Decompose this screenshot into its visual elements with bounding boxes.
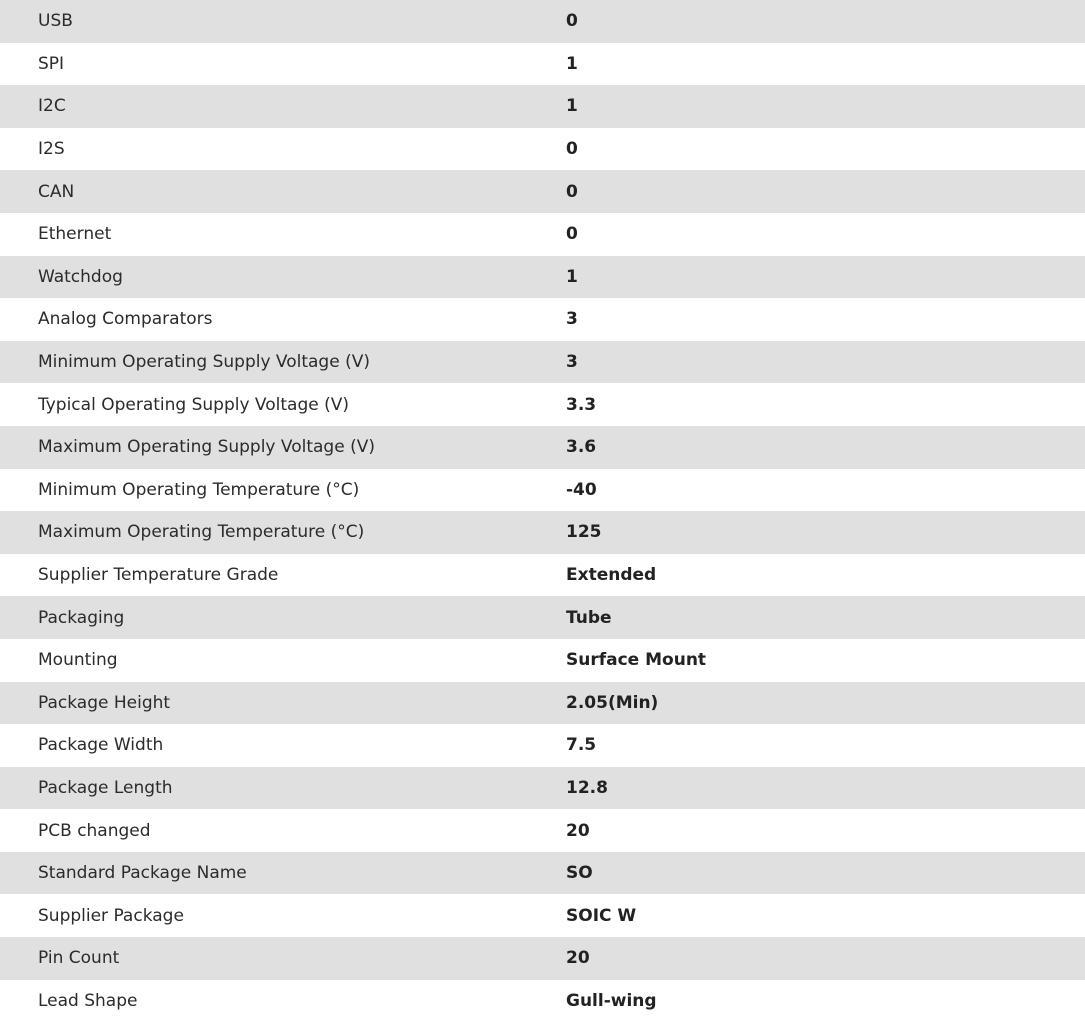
spec-row xyxy=(0,596,1085,639)
spec-row xyxy=(0,213,1085,256)
spec-row xyxy=(0,85,1085,128)
spec-label: Maximum Operating Temperature (°C) xyxy=(38,522,365,543)
spec-label: Minimum Operating Supply Voltage (V) xyxy=(38,352,370,373)
spec-value: 12.8 xyxy=(566,777,608,798)
spec-value: Extended xyxy=(566,565,657,586)
spec-row xyxy=(0,511,1085,554)
spec-row xyxy=(0,170,1085,213)
spec-value: Gull-wing xyxy=(566,990,657,1011)
spec-label: Pin Count xyxy=(38,948,120,969)
spec-row xyxy=(0,554,1085,597)
spec-value: 1 xyxy=(566,96,578,117)
spec-label: Mounting xyxy=(38,650,118,671)
spec-label: Supplier Temperature Grade xyxy=(38,565,279,586)
spec-row xyxy=(0,383,1085,426)
spec-value: 3.6 xyxy=(566,437,597,458)
spec-value: 125 xyxy=(566,522,602,543)
spec-label: Analog Comparators xyxy=(38,309,213,330)
spec-label: Ethernet xyxy=(38,224,112,245)
spec-value: 1 xyxy=(566,53,578,74)
spec-value: 1 xyxy=(566,266,578,287)
spec-row xyxy=(0,469,1085,512)
spec-value: Surface Mount xyxy=(566,650,707,671)
spec-value: 0 xyxy=(566,181,578,202)
spec-value: SO xyxy=(566,863,593,884)
spec-label: Standard Package Name xyxy=(38,863,247,884)
spec-value: 0 xyxy=(566,224,578,245)
spec-value: 3 xyxy=(566,309,578,330)
spec-row xyxy=(0,43,1085,86)
spec-label: CAN xyxy=(38,181,75,202)
spec-label: Supplier Package xyxy=(38,905,184,926)
spec-row xyxy=(0,852,1085,895)
spec-label: Minimum Operating Temperature (°C) xyxy=(38,479,360,500)
spec-value: SOIC W xyxy=(566,905,637,926)
spec-value: 0 xyxy=(566,11,578,32)
spec-row xyxy=(0,298,1085,341)
spec-value: 3 xyxy=(566,352,578,373)
spec-row xyxy=(0,426,1085,469)
spec-row xyxy=(0,639,1085,682)
spec-value: 3.3 xyxy=(566,394,597,415)
spec-value: 2.05(Min) xyxy=(566,692,659,713)
spec-label: Package Height xyxy=(38,692,171,713)
spec-label: USB xyxy=(38,11,73,32)
spec-label: Watchdog xyxy=(38,266,123,287)
spec-row xyxy=(0,256,1085,299)
spec-label: Typical Operating Supply Voltage (V) xyxy=(38,394,349,415)
spec-row xyxy=(0,682,1085,725)
spec-row xyxy=(0,937,1085,980)
spec-value: 7.5 xyxy=(566,735,597,756)
spec-row xyxy=(0,767,1085,810)
spec-row xyxy=(0,128,1085,171)
spec-label: PCB changed xyxy=(38,820,151,841)
spec-row xyxy=(0,809,1085,852)
spec-label: SPI xyxy=(38,53,65,74)
spec-value: -40 xyxy=(566,479,597,500)
spec-row xyxy=(0,341,1085,384)
spec-row xyxy=(0,0,1085,43)
spec-row xyxy=(0,894,1085,937)
spec-label: Packaging xyxy=(38,607,125,628)
spec-label: I2C xyxy=(38,96,66,117)
spec-value: 20 xyxy=(566,820,590,841)
spec-label: Lead Shape xyxy=(38,990,138,1011)
spec-label: Package Length xyxy=(38,777,173,798)
spec-value: 20 xyxy=(566,948,590,969)
spec-label: Package Width xyxy=(38,735,164,756)
spec-row xyxy=(0,724,1085,767)
spec-value: Tube xyxy=(566,607,612,628)
spec-label: I2S xyxy=(38,139,65,160)
spec-value: 0 xyxy=(566,139,578,160)
spec-label: Maximum Operating Supply Voltage (V) xyxy=(38,437,375,458)
